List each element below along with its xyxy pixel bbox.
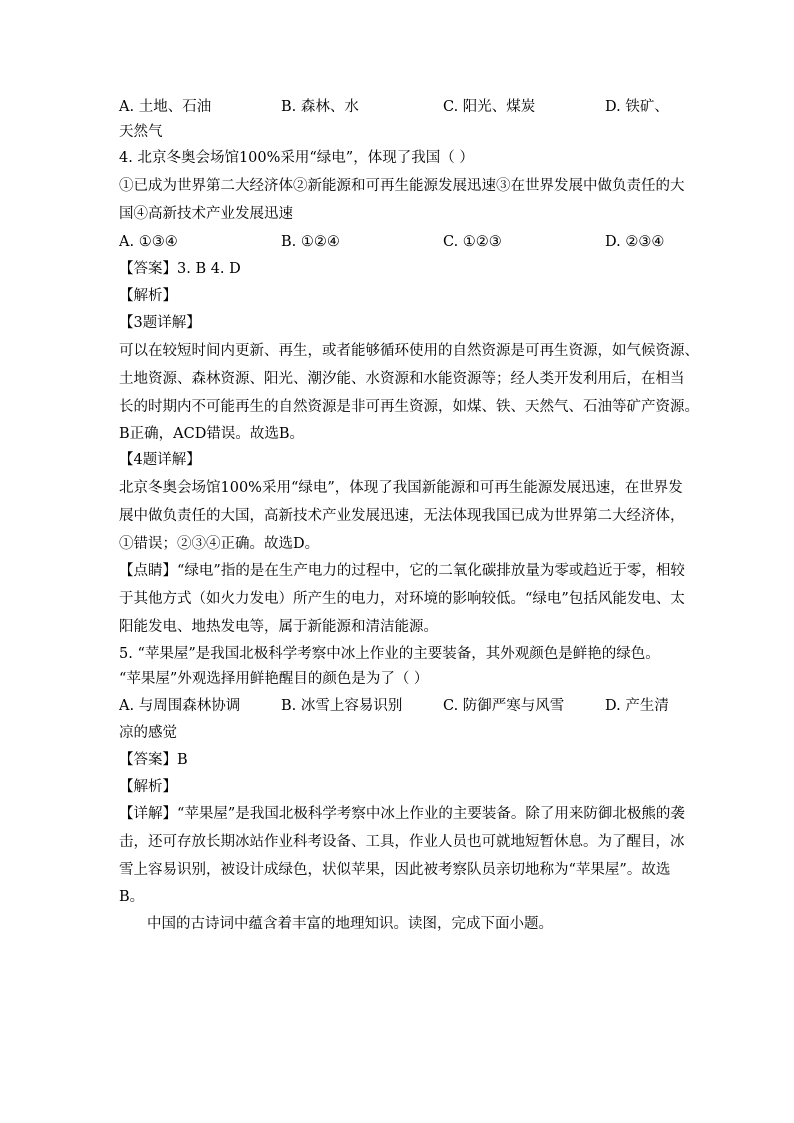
next-group-intro: 中国的古诗词中蕴含着丰富的地理知识。读图，完成下面小题。 xyxy=(147,916,553,932)
q5-detail-line: 雪上容易识别，被设计成绿色，状似苹果，因此被考察队员亲切地称为“苹果屋”。故选 xyxy=(119,862,671,878)
comment-line: 于其他方式（如火力发电）所产生的电力，对环境的影响较低。“绿电”包括风能发电、太 xyxy=(119,591,685,607)
q5-stem-line-1: 5. “苹果屋”是我国北极科学考察中冰上作业的主要装备，其外观颜色是鲜艳的绿色。 xyxy=(119,646,660,662)
q3-option-b: B. 森林、水 xyxy=(281,99,359,115)
q4-option-d: D. ②③④ xyxy=(605,234,665,250)
q4-option-b: B. ①②④ xyxy=(281,234,340,250)
q3-option-c: C. 阳光、煤炭 xyxy=(443,99,536,115)
comment-line: 【点睛】“绿电”指的是在生产电力的过程中，它的二氧化碳排放量为零或趋近于零，相较 xyxy=(119,563,685,579)
q4-option-c: C. ①②③ xyxy=(443,234,502,250)
analysis-label: 【解析】 xyxy=(119,288,177,304)
q5-detail-line: B。 xyxy=(119,889,145,905)
q4-detail-line: 北京冬奥会场馆100%采用“绿电”，体现了我国新能源和可再生能源发展迅速，在世界发 xyxy=(119,480,683,496)
q4-option-a: A. ①③④ xyxy=(119,234,178,250)
q3-detail-line: 长的时期内不可能再生的自然资源是非可再生资源，如煤、铁、天然气、石油等矿产资源。 xyxy=(119,399,699,415)
q4-detail-line: ①错误；②③④正确。故选D。 xyxy=(119,536,320,552)
q3-detail-line: B正确，ACD错误。故选B。 xyxy=(119,426,305,442)
q5-detail-line: 【详解】“苹果屋”是我国北极科学考察中冰上作业的主要装备。除了用来防御北极熊的袭 xyxy=(119,806,685,822)
q5-detail-line: 击，还可存放长期冰站作业科考设备、工具，作业人员也可就地短暂休息。为了醒目，冰 xyxy=(119,834,685,850)
q5-stem-line-2: “苹果屋”外观选择用鲜艳醒目的颜色是为了（ ） xyxy=(119,671,429,687)
q5-answer: 【答案】B xyxy=(119,752,188,768)
q4-detail-line: 展中做负责任的大国，高新技术产业发展迅速，无法体现我国已成为世界第二大经济体， xyxy=(119,508,685,524)
q5-option-b: B. 冰雪上容易识别 xyxy=(281,698,403,714)
q3-option-d: D. 铁矿、 xyxy=(605,99,669,115)
q5-option-a: A. 与周围森林协调 xyxy=(119,698,241,714)
q3-option-d-continued: 天然气 xyxy=(119,124,163,140)
q4-statements-line-2: 国④高新技术产业发展迅速 xyxy=(119,206,293,222)
q3-detail-label: 【3题详解】 xyxy=(119,315,201,331)
q5-analysis-label: 【解析】 xyxy=(119,779,177,795)
q3-detail-line: 可以在较短时间内更新、再生，或者能够循环使用的自然资源是可再生资源，如气候资源、 xyxy=(119,343,699,359)
q5-option-c: C. 防御严寒与风雪 xyxy=(443,698,565,714)
q3-detail-line: 土地资源、森林资源、阳光、潮汐能、水资源和水能资源等；经人类开发利用后，在相当 xyxy=(119,371,685,387)
q3-option-a: A. 土地、石油 xyxy=(119,99,212,115)
q5-option-d: D. 产生清 xyxy=(605,698,669,714)
answer-3-4: 【答案】3. B 4. D xyxy=(119,261,241,277)
q4-stem: 4. 北京冬奥会场馆100%采用“绿电”，体现了我国（ ） xyxy=(119,150,474,166)
q5-option-d-continued: 凉的感觉 xyxy=(119,725,177,741)
q4-statements-line-1: ①已成为世界第二大经济体②新能源和可再生能源发展迅速③在世界发展中做负责任的大 xyxy=(119,178,685,194)
q4-detail-label: 【4题详解】 xyxy=(119,452,201,468)
comment-line: 阳能发电、地热发电等，属于新能源和清洁能源。 xyxy=(119,619,438,635)
